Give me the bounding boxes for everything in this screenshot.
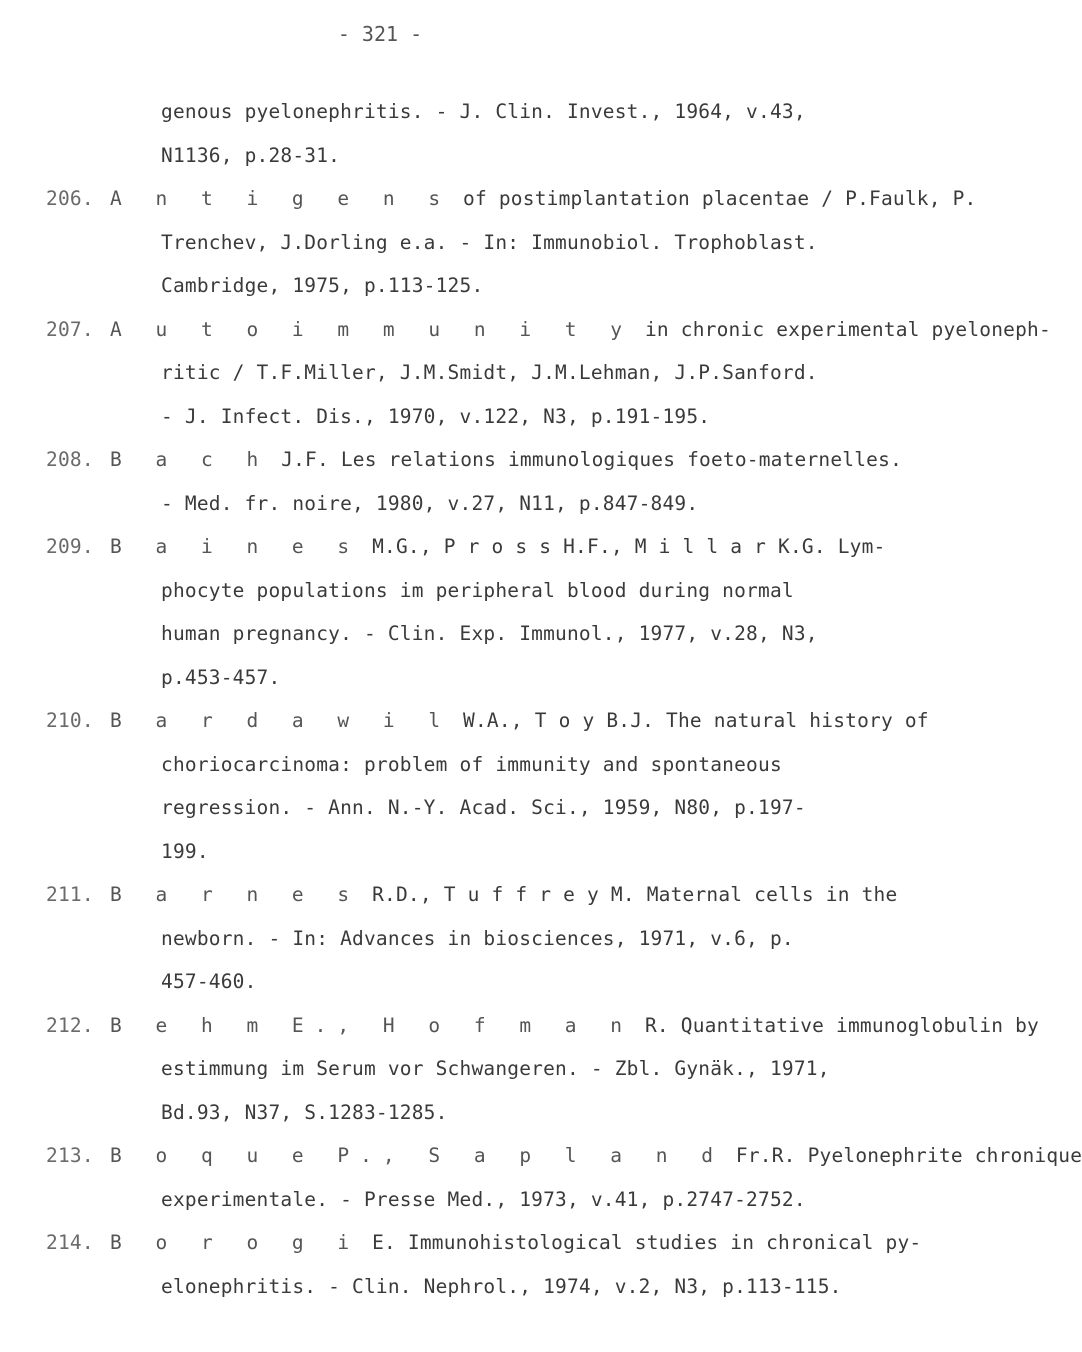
reference-line <box>46 308 1051 352</box>
reference-line <box>46 743 896 787</box>
author-spaced: B o r o g i <box>110 1231 361 1254</box>
reference-line <box>46 1047 896 1091</box>
reference-text <box>161 612 818 656</box>
reference-line <box>46 134 896 178</box>
reference-body: estimmung im Serum vor Schwangeren. - Zbl. Gynäk., 1971, <box>161 1057 830 1080</box>
reference-body: Cambridge, 1975, p.113-125. <box>161 274 484 297</box>
reference-body: p.453-457. <box>161 665 281 689</box>
reference-number: 208. <box>46 448 94 471</box>
reference-number: 213. <box>46 1144 94 1167</box>
reference-line <box>46 1178 896 1222</box>
reference-line <box>46 1221 922 1265</box>
reference-line <box>46 656 896 700</box>
reference-text <box>161 1047 830 1091</box>
reference-text <box>110 177 976 221</box>
reference-line <box>46 1265 896 1309</box>
reference-text <box>161 1178 806 1222</box>
author-spaced: B a i n e s <box>110 535 361 558</box>
reference-line <box>46 612 896 656</box>
reference-text <box>161 90 806 134</box>
reference-text <box>161 351 818 395</box>
reference-text <box>110 1221 921 1265</box>
reference-body: Trenchev, J.Dorling e.a. - In: Immunobiol. Trophoblast. <box>161 230 818 254</box>
reference-line <box>46 569 896 613</box>
reference-text <box>161 395 710 439</box>
reference-text <box>110 1134 1082 1178</box>
reference-number: 214. <box>46 1231 94 1254</box>
author-spaced: B a r d a w i l <box>110 709 452 732</box>
reference-text <box>161 917 794 961</box>
page-number: - 321 - <box>337 22 423 46</box>
reference-text <box>161 1265 842 1309</box>
reference-line <box>46 786 896 830</box>
author-spaced: B a c h <box>110 448 270 471</box>
reference-body: - J. Infect. Dis., 1970, v.122, N3, p.191-195. <box>161 404 711 428</box>
reference-body: R.D., T u f f r e y M. Maternal cells in the <box>360 883 898 906</box>
reference-line <box>46 873 896 917</box>
reference-body: elonephritis. - Clin. Nephrol., 1974, v.2, N3, p.113-115. <box>161 1274 842 1298</box>
reference-text <box>161 960 257 1004</box>
reference-body: E. Immunohistological studies in chronical py- <box>360 1231 922 1254</box>
reference-body: 199. <box>161 839 209 863</box>
reference-body: W.A., T o y B.J. The natural history of <box>451 709 929 732</box>
reference-body: experimentale. - Presse Med., 1973, v.41, p.2747-2752. <box>161 1187 806 1211</box>
author-spaced: B o q u e P., S a p l a n d <box>110 1144 724 1167</box>
reference-line <box>46 960 896 1004</box>
reference-line <box>46 264 896 308</box>
reference-text <box>161 569 794 613</box>
reference-text <box>110 438 902 482</box>
reference-body: Fr.R. Pyelonephrite chronique <box>723 1144 1082 1167</box>
reference-text <box>161 830 209 874</box>
reference-text <box>161 656 280 700</box>
reference-list <box>46 90 1082 1308</box>
reference-line <box>46 351 896 395</box>
reference-line <box>46 699 929 743</box>
reference-line <box>46 1134 1082 1178</box>
author-spaced: B a r n e s <box>110 883 361 906</box>
reference-line <box>46 830 896 874</box>
reference-body: regression. - Ann. N.-Y. Acad. Sci., 1959, N80, p.197- <box>161 796 806 819</box>
reference-text <box>110 699 929 743</box>
reference-text <box>161 786 806 830</box>
reference-line <box>46 177 977 221</box>
reference-text <box>161 482 698 526</box>
reference-line <box>46 90 896 134</box>
reference-body: human pregnancy. - Clin. Exp. Immunol., 1977, v.28, N3, <box>161 622 818 645</box>
reference-number: 210. <box>46 709 94 732</box>
reference-line <box>46 395 896 439</box>
author-spaced: A u t o i m m u n i t y <box>110 317 634 341</box>
reference-text <box>161 134 340 178</box>
reference-text <box>110 873 897 917</box>
reference-body: J.F. Les relations immunologiques foeto-maternelles. <box>269 448 903 471</box>
reference-number: 211. <box>46 883 94 906</box>
reference-text <box>161 221 818 265</box>
reference-body: R. Quantitative immunoglobulin by <box>633 1013 1039 1037</box>
reference-line <box>46 482 896 526</box>
reference-text <box>161 1091 448 1135</box>
reference-text <box>110 308 1051 352</box>
reference-number: 209. <box>46 535 94 558</box>
reference-line <box>46 917 896 961</box>
author-spaced: A n t i g e n s <box>110 187 452 210</box>
reference-body: ritic / T.F.Miller, J.M.Smidt, J.M.Lehman, J.P.Sanford. <box>161 361 818 384</box>
reference-number: 212. <box>46 1013 94 1037</box>
reference-body: phocyte populations im peripheral blood during normal <box>161 578 794 602</box>
author-spaced: B e h m E., H o f m a n <box>110 1013 634 1037</box>
reference-body: choriocarcinoma: problem of immunity and spontaneous <box>161 752 782 776</box>
reference-body: N1136, p.28-31. <box>161 143 341 167</box>
reference-body: - Med. fr. noire, 1980, v.27, N11, p.847-849. <box>161 491 699 515</box>
reference-text <box>161 264 483 308</box>
reference-body: newborn. - In: Advances in biosciences, 1971, v.6, p. <box>161 926 794 950</box>
reference-line <box>46 221 896 265</box>
reference-body: in chronic experimental pyeloneph- <box>633 317 1051 341</box>
reference-line <box>46 525 896 569</box>
reference-body: of postimplantation placentae / P.Faulk, P. <box>451 187 977 210</box>
reference-text <box>110 1004 1039 1048</box>
reference-number: 207. <box>46 317 94 341</box>
reference-line <box>46 1091 896 1135</box>
reference-number: 206. <box>46 187 94 210</box>
reference-text <box>110 525 886 569</box>
reference-body: genous pyelonephritis. - J. Clin. Invest., 1964, v.43, <box>161 100 806 123</box>
reference-text <box>161 743 782 787</box>
reference-body: Bd.93, N37, S.1283-1285. <box>161 1100 448 1124</box>
reference-line <box>46 1004 1039 1048</box>
reference-body: 457-460. <box>161 970 257 993</box>
reference-line <box>46 438 903 482</box>
reference-body: M.G., P r o s s H.F., M i l l a r K.G. Lym- <box>360 535 886 558</box>
